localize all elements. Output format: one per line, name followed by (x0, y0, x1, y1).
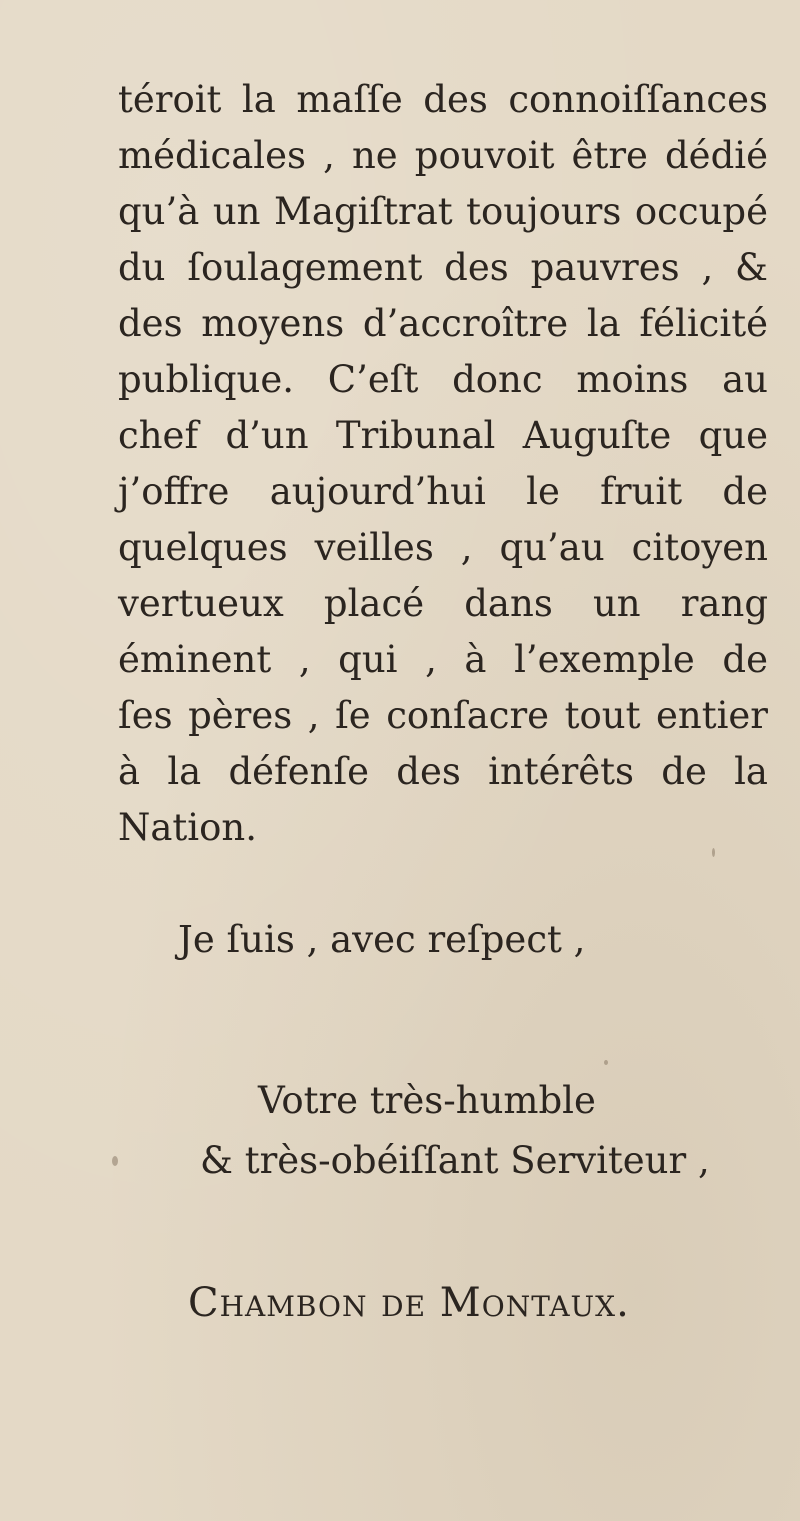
body-line: publique. C’eſt donc moins au (118, 358, 768, 401)
body-line: médicales , ne pouvoit être dédié (118, 134, 768, 177)
body-line: éminent , qui , à l’exemple de (118, 638, 768, 681)
body-line: chef d’un Tribunal Auguſte que (118, 414, 768, 457)
body-line: j’offre aujourd’hui le fruit de (118, 470, 768, 513)
paper-speck (112, 1156, 118, 1166)
closing-formula: Je ſuis , avec reſpect , (178, 918, 586, 961)
body-line: des moyens d’accroître la félicité (118, 302, 768, 345)
signoff-line-2: & très-obéiſſant Serviteur , (200, 1139, 710, 1182)
body-line: quelques veilles , qu’au citoyen (118, 526, 768, 569)
body-line: à la défenſe des intérêts de la (118, 750, 768, 793)
body-line: Nation. (118, 806, 258, 849)
body-line: vertueux placé dans un rang (118, 582, 768, 625)
body-line: qu’à un Magiſtrat toujours occupé (118, 190, 768, 233)
dedication-body (118, 72, 768, 856)
signoff-line-1: Votre très-humble (258, 1079, 596, 1122)
body-line: téroit la maſſe des connoiſſances (118, 78, 768, 121)
paper-speck (604, 1060, 608, 1065)
paper-speck (712, 848, 715, 857)
body-line: ſes pères , ſe conſacre tout entier (118, 694, 768, 737)
body-line: du ſoulagement des pauvres , & (118, 246, 768, 289)
author-signature: Chambon de Montaux. (188, 1280, 630, 1326)
